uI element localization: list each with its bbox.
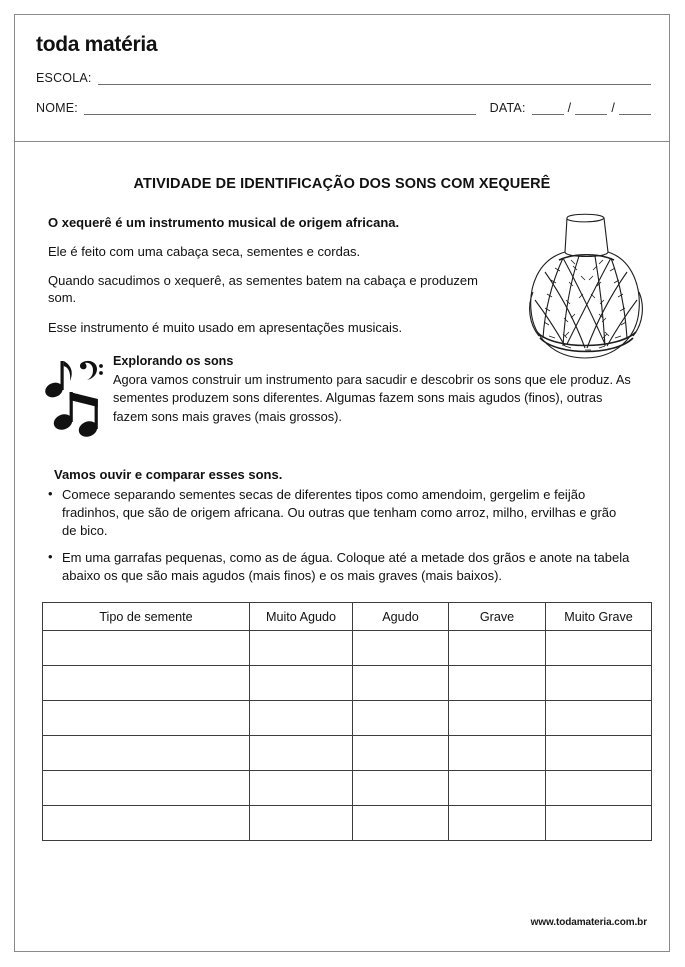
date-separator-1: / <box>567 101 572 115</box>
table-cell[interactable] <box>449 666 546 701</box>
worksheet-page <box>14 14 670 952</box>
table-cell[interactable] <box>43 736 250 771</box>
bullet-marker: • <box>48 548 53 564</box>
table-header-row <box>43 603 652 631</box>
explore-body: Agora vamos construir um instrumento para sacudir e descobrir os sons que ele produz. As sementes produzem sons diferentes. Algumas fazem sons mais agudos (finos), outras fazem sons mais graves (mais grossos). <box>113 371 631 424</box>
column-header-agudo: Agudo <box>353 603 449 631</box>
bullet-marker: • <box>48 485 53 501</box>
table-cell[interactable] <box>353 736 449 771</box>
list-item <box>48 549 647 585</box>
table-cell[interactable] <box>546 666 652 701</box>
explore-title: Explorando os sons <box>113 353 234 368</box>
sounds-table-wrapper <box>42 602 647 841</box>
nome-input-line[interactable] <box>84 101 476 115</box>
escola-field-row <box>36 71 651 85</box>
xequere-instrument-illustration <box>519 206 651 374</box>
escola-label: ESCOLA: <box>36 71 92 85</box>
music-notes-icon <box>43 354 111 447</box>
table-cell[interactable] <box>353 806 449 841</box>
date-day-input[interactable] <box>532 101 564 115</box>
intro-paragraph-3: Esse instrumento é muito usado em apresentações musicais. <box>48 319 403 335</box>
table-cell[interactable] <box>250 666 353 701</box>
table-cell[interactable] <box>449 771 546 806</box>
table-cell[interactable] <box>43 631 250 666</box>
nome-label: NOME: <box>36 101 78 115</box>
list-item <box>48 486 647 540</box>
table-cell[interactable] <box>449 736 546 771</box>
table-cell[interactable] <box>353 631 449 666</box>
table-cell[interactable] <box>43 806 250 841</box>
table-cell[interactable] <box>250 771 353 806</box>
table-row <box>43 771 652 806</box>
date-year-input[interactable] <box>619 101 651 115</box>
table-cell[interactable] <box>546 701 652 736</box>
instructions-section <box>15 467 669 585</box>
escola-input-line[interactable] <box>98 71 651 85</box>
site-footer: www.todamateria.com.br <box>530 917 647 928</box>
brand-logo: toda matéria <box>36 33 158 56</box>
sounds-comparison-table <box>42 602 652 841</box>
table-row <box>43 631 652 666</box>
nome-field-row <box>36 101 651 115</box>
table-cell[interactable] <box>43 701 250 736</box>
table-cell[interactable] <box>546 736 652 771</box>
instructions-lead: Vamos ouvir e comparar esses sons. <box>54 466 283 482</box>
table-cell[interactable] <box>250 806 353 841</box>
table-cell[interactable] <box>449 701 546 736</box>
table-cell[interactable] <box>546 631 652 666</box>
table-cell[interactable] <box>546 806 652 841</box>
table-body <box>43 631 652 841</box>
table-cell[interactable] <box>353 666 449 701</box>
intro-section <box>15 214 669 336</box>
instruction-text-1: Comece separando sementes secas de diferentes tipos como amendoim, gergelim e feijão fradinhos, que são de origem africana. Ou outras que tenham como arroz, milho, ervilhas e grão de bico. <box>62 486 617 538</box>
table-cell[interactable] <box>353 701 449 736</box>
intro-paragraph-2: Quando sacudimos o xequerê, as sementes batem na cabaça e produzem som. <box>48 273 478 306</box>
table-cell[interactable] <box>250 701 353 736</box>
worksheet-content <box>15 176 669 841</box>
table-row <box>43 736 652 771</box>
table-cell[interactable] <box>250 736 353 771</box>
data-label: DATA: <box>489 101 526 115</box>
table-cell[interactable] <box>250 631 353 666</box>
data-field-group <box>490 101 651 115</box>
date-month-input[interactable] <box>575 101 607 115</box>
instruction-text-2: Em uma garrafas pequenas, como as de água. Coloque até a metade dos grãos e anote na tabela abaixo os que são mais agudos (mais finos) e os mais graves (mais baixos). <box>62 549 630 583</box>
table-row <box>43 666 652 701</box>
table-cell[interactable] <box>43 666 250 701</box>
table-row <box>43 806 652 841</box>
table-row <box>43 701 652 736</box>
table-cell[interactable] <box>449 806 546 841</box>
column-header-grave: Grave <box>449 603 546 631</box>
table-cell[interactable] <box>546 771 652 806</box>
table-cell[interactable] <box>43 771 250 806</box>
column-header-tipo-de-semente: Tipo de semente <box>43 603 250 631</box>
table-cell[interactable] <box>353 771 449 806</box>
intro-lead: O xequerê é um instrumento musical de origem africana. <box>48 215 400 230</box>
date-separator-2: / <box>611 101 615 115</box>
column-header-muito-agudo: Muito Agudo <box>250 603 353 631</box>
intro-paragraph-1: Ele é feito com uma cabaça seca, sementes e cordas. <box>48 244 361 260</box>
table-cell[interactable] <box>449 631 546 666</box>
page-title: ATIVIDADE DE IDENTIFICAÇÃO DOS SONS COM XEQUERÊ <box>133 176 551 192</box>
column-header-muito-grave: Muito Grave <box>546 603 652 631</box>
student-identification-header <box>15 15 669 142</box>
